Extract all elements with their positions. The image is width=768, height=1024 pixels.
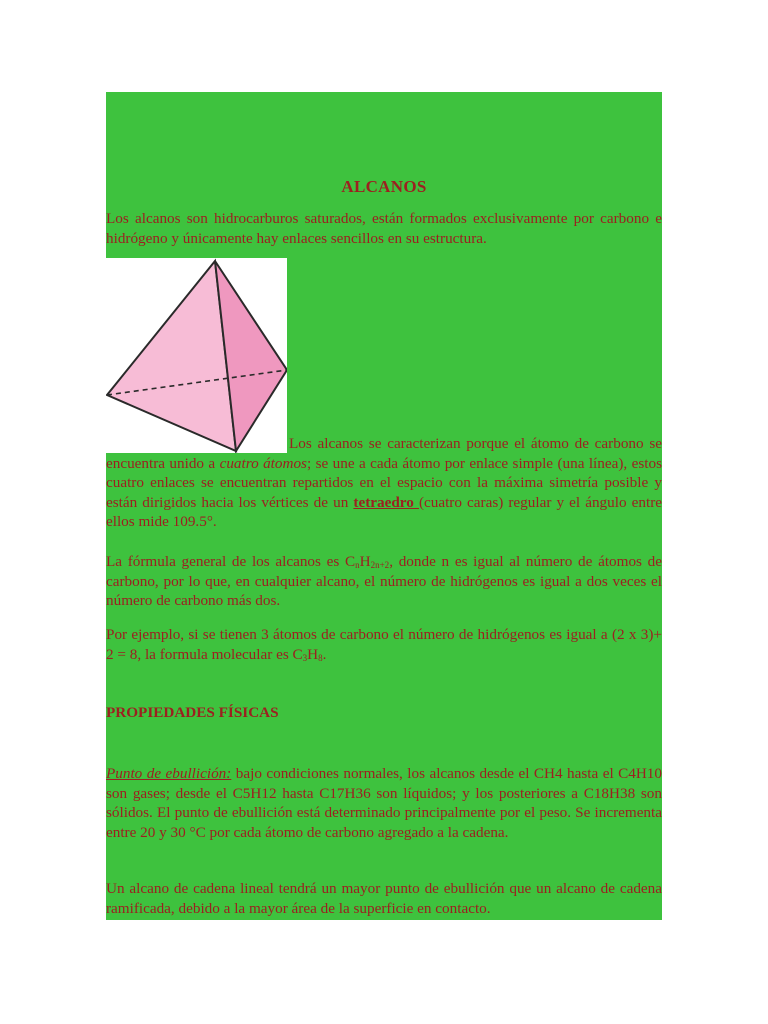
document-page	[106, 92, 662, 920]
tetrahedron-icon	[106, 258, 287, 453]
boiling-point-term: Punto de ebullición:	[106, 765, 232, 782]
section-heading: PROPIEDADES FÍSICAS	[106, 704, 279, 721]
intro-paragraph: Los alcanos son hidrocarburos saturados, están formados exclusivamente por carbono e hidrógeno y únicamente hay enlaces sencillos en su estructura.	[106, 210, 662, 247]
formula-paragraph: La fórmula general de los alcanos es $C_nH_{2n+2}$, donde n es igual al número de átomos de carbono, por lo que, en cualquier alcano, el número de hidrógenos es igual a dos veces el número de carbono más dos.	[106, 553, 662, 609]
italic-term: cuatro átomos	[219, 454, 307, 472]
tetrahedron-image	[106, 258, 287, 453]
example-paragraph: Por ejemplo, si se tienen 3 átomos de carbono el número de hidrógenos es igual a (2 x 3)+ 2 = 8, la formula molecular es $C_3H_8$.	[106, 626, 662, 663]
tetraedro-link[interactable]: tetraedro	[353, 493, 419, 511]
page-title: ALCANOS	[341, 177, 427, 196]
tetrahedron-paragraph: Los alcanos se caracterizan porque el átomo de carbono se encuentra unido a cuatro átomos; se une a cada átomo por enlace simple (una línea), estos cuatro enlaces se encuentran repartidos en el espacio con la máxima simetría posible y están dirigidos hacia los vértices de un tetraedro (cuatro caras) regular y el ángulo entre ellos mide 109.5°.	[106, 258, 662, 532]
boiling-point-paragraph: Punto de ebullición: bajo condiciones normales, los alcanos desde el CH4 hasta el C4H10 son gases; desde el C5H12 hasta C17H36 son líquidos; y los posteriores a C18H38 son sólidos. El punto de ebullición está determinado principalmente por el peso. Se incrementa entre 20 y 30 °C por cada átomo de carbono agregado a la cadena.	[106, 765, 662, 841]
chain-paragraph: Un alcano de cadena lineal tendrá un mayor punto de ebullición que un alcano de cadena ramificada, debido a la mayor área de la superficie en contacto.	[106, 880, 662, 917]
